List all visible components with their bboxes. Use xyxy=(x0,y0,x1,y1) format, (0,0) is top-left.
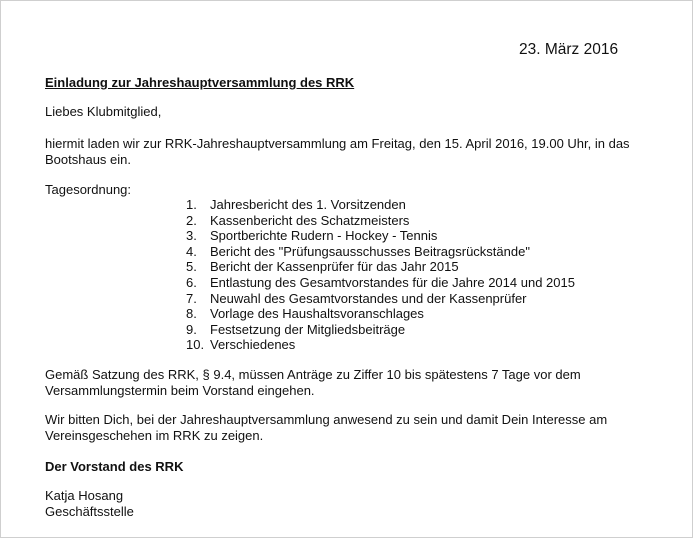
signer-role: Geschäftsstelle xyxy=(45,504,134,519)
agenda-item-number: 5. xyxy=(186,259,197,275)
agenda-item xyxy=(186,337,575,353)
agenda-item-text: Sportberichte Rudern - Hockey - Tennis xyxy=(210,228,438,244)
agenda-item-number: 2. xyxy=(186,212,197,228)
agenda-label: Tagesordnung: xyxy=(45,182,132,197)
letter-greeting: Liebes Klubmitglied, xyxy=(45,104,162,119)
letter-date: 23. März 2016 xyxy=(519,41,619,58)
agenda-item xyxy=(186,228,575,244)
agenda-item xyxy=(186,259,575,275)
agenda-item xyxy=(186,306,575,322)
agenda-item xyxy=(186,291,575,307)
agenda-item xyxy=(186,322,575,338)
agenda-item xyxy=(186,275,575,291)
signer-name: Katja Hosang xyxy=(45,488,124,503)
invitation-line-2: Bootshaus ein. xyxy=(45,152,132,167)
agenda-item-text: Vorlage des Haushaltsvoranschlages xyxy=(210,306,424,322)
agenda-item xyxy=(186,244,575,260)
agenda-item-number: 10. xyxy=(186,337,205,353)
agenda-item-number: 7. xyxy=(186,290,197,306)
agenda-item-text: Bericht der Kassenprüfer für das Jahr 2015 xyxy=(210,259,459,275)
agenda-item-number: 9. xyxy=(186,321,197,337)
agenda-list xyxy=(186,197,575,353)
attendance-line-1: Wir bitten Dich, bei der Jahreshauptversammlung anwesend zu sein und damit Dein Interesse am xyxy=(45,412,608,427)
agenda-item xyxy=(186,213,575,229)
closing-signature: Der Vorstand des RRK xyxy=(45,459,184,474)
invitation-paragraph xyxy=(45,136,630,168)
agenda-item-text: Festsetzung der Mitgliedsbeiträge xyxy=(210,321,406,337)
motions-line-1: Gemäß Satzung des RRK, § 9.4, müssen Anträge zu Ziffer 10 bis spätestens 7 Tage vor dem xyxy=(45,367,581,382)
agenda-item-text: Entlastung des Gesamtvorstandes für die Jahre 2014 und 2015 xyxy=(210,274,575,290)
motions-paragraph xyxy=(45,367,581,399)
attendance-line-2: Vereinsgeschehen im RRK zu zeigen. xyxy=(45,428,264,443)
agenda-item-number: 8. xyxy=(186,306,197,322)
agenda-item-text: Verschiedenes xyxy=(210,337,296,353)
agenda-item-number: 3. xyxy=(186,228,197,244)
agenda-item-number: 6. xyxy=(186,274,197,290)
agenda-item-text: Kassenbericht des Schatzmeisters xyxy=(210,212,410,228)
agenda-item-number: 1. xyxy=(186,197,197,212)
attendance-paragraph xyxy=(45,412,607,444)
invitation-line-1: hiermit laden wir zur RRK-Jahreshauptversammlung am Freitag, den 15. April 2016, 19.00 Uhr, in das xyxy=(45,136,630,151)
letter-subject: Einladung zur Jahreshauptversammlung des RRK xyxy=(45,75,355,90)
agenda-item-text: Neuwahl des Gesamtvorstandes und der Kassenprüfer xyxy=(210,290,527,306)
agenda-item xyxy=(186,197,575,213)
motions-line-2: Versammlungstermin beim Vorstand eingehen. xyxy=(45,383,315,398)
agenda-item-text: Jahresbericht des 1. Vorsitzenden xyxy=(210,197,406,212)
agenda-item-number: 4. xyxy=(186,243,197,259)
agenda-item-text: Bericht des "Prüfungsausschusses Beitragsrückstände" xyxy=(210,243,530,259)
